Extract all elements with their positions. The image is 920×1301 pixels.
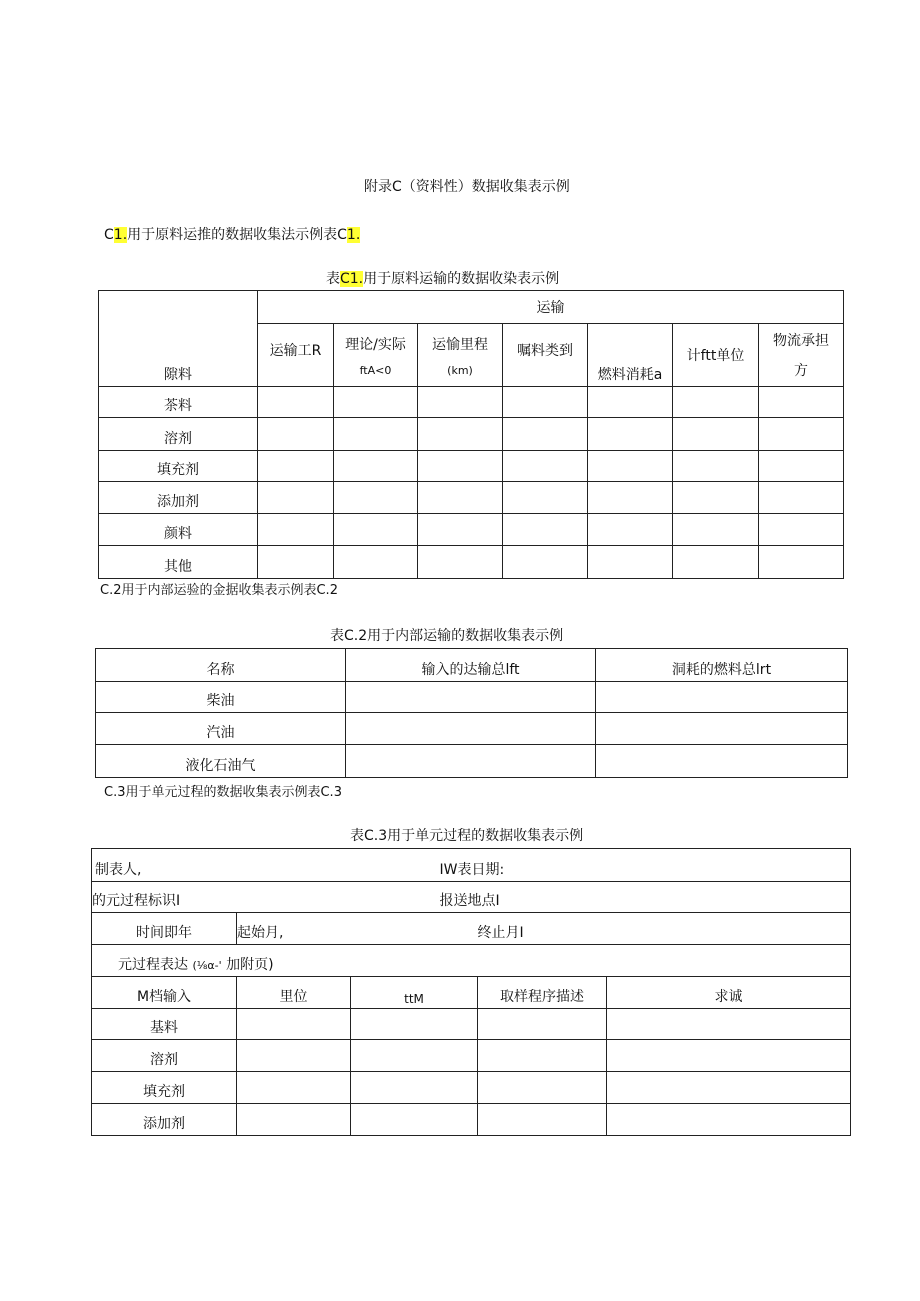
table-c1-caption xyxy=(326,270,559,288)
empty-cell[interactable] xyxy=(258,482,334,514)
empty-cell[interactable] xyxy=(588,546,673,579)
empty-cell[interactable] xyxy=(759,451,844,482)
empty-cell[interactable] xyxy=(588,387,673,418)
table-c3-end-month: 终止月I xyxy=(478,913,851,945)
empty-cell[interactable] xyxy=(503,546,588,579)
table-c3-header-input: M档输入 xyxy=(92,977,237,1009)
empty-cell[interactable] xyxy=(237,1009,351,1040)
table-c1-col-header xyxy=(503,324,588,387)
empty-cell[interactable] xyxy=(478,1040,607,1072)
empty-cell[interactable] xyxy=(607,1072,851,1104)
empty-cell[interactable] xyxy=(258,451,334,482)
table-c1 xyxy=(98,290,844,579)
table-c2-caption: 表C.2用于内部运输的数据收集表示例 xyxy=(330,628,564,644)
table-row xyxy=(92,1104,851,1136)
table-c1-col-header xyxy=(418,324,503,387)
empty-cell[interactable] xyxy=(346,745,596,778)
empty-cell[interactable] xyxy=(351,1009,478,1040)
empty-cell[interactable] xyxy=(351,1072,478,1104)
empty-cell[interactable] xyxy=(588,514,673,546)
empty-cell[interactable] xyxy=(673,546,759,579)
section-c1-heading xyxy=(104,226,360,244)
empty-cell[interactable] xyxy=(673,482,759,514)
empty-cell[interactable] xyxy=(503,482,588,514)
col-header-line1: 运愉里程 xyxy=(432,336,488,353)
row-label: 颜料 xyxy=(99,514,258,546)
table-row xyxy=(99,482,844,514)
unit-desc-label: 元过程表达 xyxy=(118,957,188,973)
table-row xyxy=(99,451,844,482)
unit-desc-tail: 加附页) xyxy=(226,957,274,973)
empty-cell[interactable] xyxy=(334,482,418,514)
empty-cell[interactable] xyxy=(478,1104,607,1136)
section-c1-ref-number: 1. xyxy=(346,227,361,243)
table-row xyxy=(96,713,848,745)
empty-cell[interactable] xyxy=(759,482,844,514)
table-c3-unit-id: 的元过程标识I xyxy=(92,882,351,913)
appendix-title: 附录C（资料性）数据收集表示例 xyxy=(364,179,570,195)
row-label: 溶剂 xyxy=(92,1040,237,1072)
table-row xyxy=(92,1040,851,1072)
col-header-line1: 理论/实际 xyxy=(345,336,406,353)
table-c2-header-fuel: 洞耗的燃料总lrt xyxy=(596,649,848,682)
section-c3-heading: C.3用于单元过程的数据收集表示例表C.3 xyxy=(104,785,342,800)
empty-cell[interactable] xyxy=(478,1009,607,1040)
table-c1-row-header: 隙料 xyxy=(99,291,258,387)
empty-cell[interactable] xyxy=(418,451,503,482)
empty-cell[interactable] xyxy=(673,451,759,482)
table-row xyxy=(96,745,848,778)
row-label: 添加剂 xyxy=(99,482,258,514)
row-label: 填充剂 xyxy=(92,1072,237,1104)
table-c3-header-unit: 里位 xyxy=(237,977,351,1009)
report-date-label: IW表日期: xyxy=(439,862,505,878)
table-c1-caption-mark: C1. xyxy=(340,271,364,287)
section-c1-number: 1. xyxy=(113,227,128,243)
empty-cell[interactable] xyxy=(351,1104,478,1136)
table-c3-caption: 表C.3用于单元过程的数据收集表示例 xyxy=(350,828,584,844)
section-c1-text: 用于原料运推的数据收集法示例表 xyxy=(127,227,338,243)
table-c2 xyxy=(95,648,848,778)
row-label: 填充剂 xyxy=(99,451,258,482)
empty-cell[interactable] xyxy=(418,514,503,546)
empty-cell[interactable] xyxy=(759,418,844,451)
empty-cell[interactable] xyxy=(418,418,503,451)
table-c3-header-sampling: 取样程序描述 xyxy=(478,977,607,1009)
empty-cell[interactable] xyxy=(503,514,588,546)
table-c1-col-header xyxy=(334,324,418,387)
row-label: 柴油 xyxy=(96,682,346,713)
table-c1-col-header xyxy=(258,324,334,387)
table-c3-report-place xyxy=(351,882,851,913)
table-c3-report-date xyxy=(351,849,851,882)
empty-cell[interactable] xyxy=(596,682,848,713)
table-c1-caption-text: 用于原料运输的数据收染表示例 xyxy=(363,271,560,287)
empty-cell[interactable] xyxy=(588,451,673,482)
empty-cell[interactable] xyxy=(418,387,503,418)
row-label: 其他 xyxy=(99,546,258,579)
row-label: 溶剂 xyxy=(99,418,258,451)
empty-cell[interactable] xyxy=(673,418,759,451)
empty-cell[interactable] xyxy=(503,387,588,418)
empty-cell[interactable] xyxy=(237,1040,351,1072)
empty-cell[interactable] xyxy=(588,418,673,451)
table-row xyxy=(92,1072,851,1104)
section-c2-heading: C.2用于内部运验的金据收集表示例表C.2 xyxy=(100,583,338,598)
empty-cell[interactable] xyxy=(334,514,418,546)
table-c3-time-label: 时间即年 xyxy=(92,913,237,945)
col-header-line2: ftA<0 xyxy=(359,363,392,377)
empty-cell[interactable] xyxy=(334,546,418,579)
empty-cell[interactable] xyxy=(334,387,418,418)
empty-cell[interactable] xyxy=(478,1072,607,1104)
empty-cell[interactable] xyxy=(503,418,588,451)
row-label: 汽油 xyxy=(96,713,346,745)
empty-cell[interactable] xyxy=(418,482,503,514)
empty-cell[interactable] xyxy=(759,387,844,418)
empty-cell[interactable] xyxy=(596,713,848,745)
empty-cell[interactable] xyxy=(673,514,759,546)
table-row xyxy=(99,418,844,451)
empty-cell[interactable] xyxy=(346,713,596,745)
unit-desc-small: (⅛α-' xyxy=(192,959,222,972)
empty-cell[interactable] xyxy=(258,418,334,451)
table-c2-header-input: 输入的达输总lft xyxy=(346,649,596,682)
table-c1-col-header xyxy=(759,324,844,387)
col-header-line2: 方 xyxy=(794,363,808,379)
row-label: 基料 xyxy=(92,1009,237,1040)
empty-cell[interactable] xyxy=(237,1072,351,1104)
row-label: 茶料 xyxy=(99,387,258,418)
table-row xyxy=(99,514,844,546)
table-row xyxy=(96,682,848,713)
empty-cell[interactable] xyxy=(237,1104,351,1136)
table-c1-col-header xyxy=(673,324,759,387)
table-c3 xyxy=(91,848,851,1136)
table-c2-header-name: 名称 xyxy=(96,649,346,682)
col-header-line1: 燃料消耗a xyxy=(597,367,663,383)
col-header-line1: 计ftt单位 xyxy=(686,348,745,364)
table-row xyxy=(99,546,844,579)
empty-cell[interactable] xyxy=(346,682,596,713)
table-c3-maker: 制表人, xyxy=(92,849,351,882)
empty-cell[interactable] xyxy=(759,514,844,546)
section-c1-ref-prefix: C xyxy=(337,227,347,243)
empty-cell[interactable] xyxy=(351,1040,478,1072)
section-c1-prefix: C xyxy=(104,227,114,243)
col-header-line1: 嘱料类到 xyxy=(517,343,573,359)
empty-cell[interactable] xyxy=(418,546,503,579)
empty-cell[interactable] xyxy=(503,451,588,482)
empty-cell[interactable] xyxy=(334,451,418,482)
row-label: 添加剂 xyxy=(92,1104,237,1136)
empty-cell[interactable] xyxy=(596,745,848,778)
table-c3-header-amount: ttM xyxy=(351,977,478,1009)
empty-cell[interactable] xyxy=(588,482,673,514)
report-place-label: 报送地点I xyxy=(439,893,500,909)
row-label: 液化石油气 xyxy=(96,745,346,778)
table-c3-unit-desc xyxy=(92,945,851,977)
col-header-line1: 运输工R xyxy=(269,343,322,359)
empty-cell[interactable] xyxy=(607,1040,851,1072)
empty-cell[interactable] xyxy=(258,387,334,418)
table-c1-caption-pre: 表 xyxy=(326,271,340,287)
empty-cell[interactable] xyxy=(607,1104,851,1136)
table-c1-col-header xyxy=(588,324,673,387)
empty-cell[interactable] xyxy=(258,514,334,546)
empty-cell[interactable] xyxy=(334,418,418,451)
empty-cell[interactable] xyxy=(673,387,759,418)
table-row xyxy=(92,1009,851,1040)
table-c3-header-source: 求诚 xyxy=(607,977,851,1009)
empty-cell[interactable] xyxy=(759,546,844,579)
table-row xyxy=(99,387,844,418)
col-header-line2: (km) xyxy=(447,363,473,377)
empty-cell[interactable] xyxy=(607,1009,851,1040)
table-c3-start-month: 起始月, xyxy=(237,913,478,945)
col-header-line1: 物流承担 xyxy=(773,333,829,349)
table-c1-group-header: 运输 xyxy=(258,291,844,324)
empty-cell[interactable] xyxy=(258,546,334,579)
